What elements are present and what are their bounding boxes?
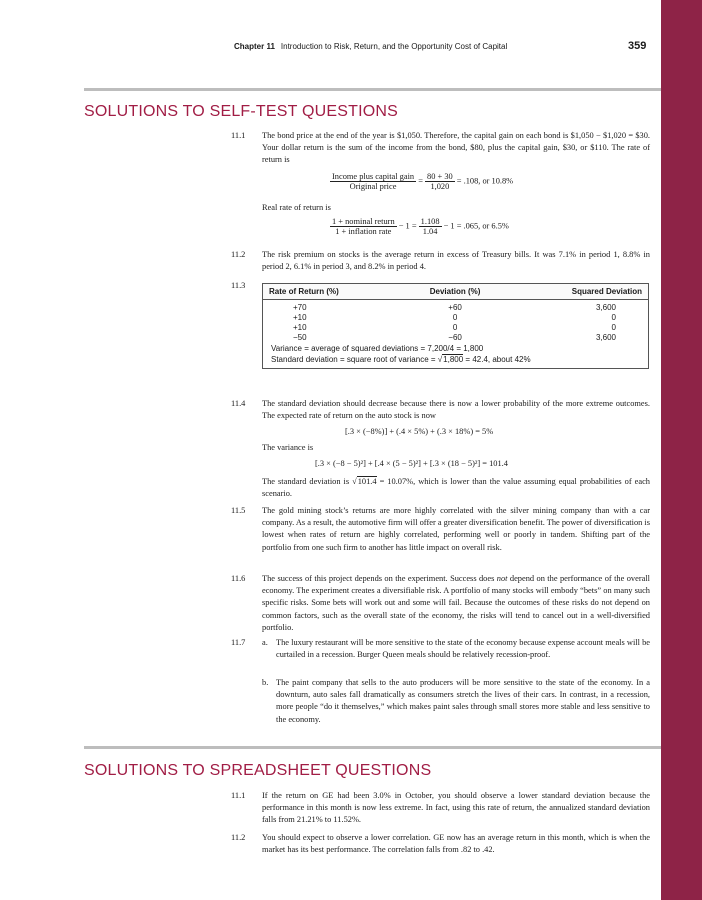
- table-cell: 0: [611, 323, 616, 332]
- table-cell: −50: [293, 333, 307, 342]
- fraction: $\frac{\text{1 + nominal return}}{\text{1 + inflation rate}}$: [332, 217, 395, 236]
- std-deviation-note: Standard deviation = square root of variance = √1,800 = 42.4, about 42%: [271, 354, 531, 364]
- fraction: $\frac{80 + 30}{1,020}$: [427, 172, 453, 191]
- variance-label: The variance is: [262, 443, 314, 452]
- deviation-table: [262, 283, 649, 369]
- table-row: [263, 323, 649, 333]
- spreadsheet-answer-11-1: If the return on GE had been 3.0% in October, you should observe a lower standard deviation because the performance in this month is now less extreme. In fact, using this rate of return, the annualized standard deviation falls from 21.21% to 11.52%.: [262, 791, 650, 825]
- table-cell: +10: [293, 323, 307, 332]
- chapter-title: [234, 42, 507, 51]
- spreadsheet-answer-11-2: You should expect to observe a lower correlation. GE now has an average return in this month, which is when the market has its best performance. The correlation falls from .82 to .42.: [262, 833, 650, 855]
- question-number: 11.7: [231, 638, 246, 647]
- chapter-name: Introduction to Risk, Return, and the Opportunity Cost of Capital: [280, 42, 508, 51]
- table-cell: 3,600: [595, 303, 616, 312]
- answer-11-1-text: The bond price at the end of the year is $1,050. Therefore, the capital gain on each bond is $1,050 − $1,020 = $30. Your dollar return is the sum of the income from the bond, $80, plus the capital gain, $30, or $110. The rate of return is: [262, 131, 650, 165]
- column-header: Deviation (%): [402, 284, 508, 300]
- chapter-label: Chapter 11: [234, 42, 275, 51]
- answer-11-5-text: The gold mining stock’s returns are more highly correlated with the silver mining company than with a car company. As a result, the automotive firm will offer a greater diversification benefit. The power of diversification is lowest when rates of return are highly correlated, performing well or poorly in tandem. Shifting part of the portfolio from one such firm to another has little impact on overall risk.: [262, 506, 650, 552]
- column-header: Squared Deviation: [508, 284, 648, 300]
- question-number: 11.1: [231, 131, 246, 140]
- answer-11-2-text: The risk premium on stocks is the average return in excess of Treasury bills. It was 7.1% in period 1, 8.8% in period 2, 6.1% in period 3, and 8.2% in period 4.: [262, 250, 650, 272]
- question-number: 11.2: [231, 833, 246, 842]
- sqrt-radicand: 101.4: [357, 477, 377, 486]
- table-cell: 0: [452, 313, 458, 322]
- section-rule: [84, 88, 661, 91]
- table-row: [263, 313, 649, 323]
- table-cell: 3,600: [595, 333, 616, 342]
- table-cell: +70: [293, 303, 307, 312]
- answer-11-7b-text: The paint company that sells to the auto producers will be more sensitive to the state of the economy. In a downturn, auto sales fall dramatically as consumers stretch the lives of their cars. In contrast, in a recession, more people “do it themselves,” which makes paint sales through small stores more stable and less sensitive to the economy.: [276, 678, 650, 724]
- equation-expected-return: [.3 × (−8%)] + (.4 × 5%) + (.3 × 18%) = 5%: [345, 427, 494, 436]
- table-cell: −60: [448, 333, 462, 342]
- equation-variance: [.3 × (−8 − 5)²] + [.4 × (5 − 5)²] + [.3 × (18 − 5)²] = 101.4: [315, 459, 508, 468]
- variance-note: Variance = average of squared deviations = 7,200/4 = 1,800: [271, 343, 484, 353]
- answer-11-4-text: The standard deviation should decrease because there is now a lower probability of the more extreme outcomes. The expected rate of return on the auto stock is now: [262, 399, 650, 421]
- item-label: a.: [262, 638, 268, 647]
- answer-11-6-text: The success of this project depends on the experiment. Success does not depend on the performance of the overall economy. The experiment creates a diversifiable risk. A portfolio of many stocks will embody “bets” on many such specific risks. Some bets will work out and some will fail. Because the outcomes of these risks do not depend on common factors, such as the overall state of the economy, the risks will tend to cancel out in a well-diversified portfolio.: [262, 574, 650, 632]
- question-number: 11.5: [231, 506, 246, 515]
- table-cell: 0: [452, 323, 458, 332]
- question-number: 11.1: [231, 791, 246, 800]
- section-rule: [84, 746, 661, 749]
- item-label: b.: [262, 678, 269, 687]
- question-number: 11.6: [231, 574, 246, 583]
- equation-return: $\frac{\text{Income plus capital gain}}{\text{Original price}}$ = $\frac{80 + 30}{1,020}$ = .108, or 10.8%: [332, 172, 514, 191]
- question-number: 11.2: [231, 250, 246, 259]
- table-cell: +60: [448, 303, 462, 312]
- table-cell: +10: [293, 313, 307, 322]
- page-side-bar: [661, 0, 702, 900]
- fraction: $\frac{\text{Income plus capital gain}}{\text{Original price}}$: [332, 172, 415, 191]
- sqrt-radicand: 1,800: [443, 354, 464, 364]
- question-number: 11.4: [231, 399, 246, 408]
- table-header-row: [263, 284, 649, 300]
- spreadsheet-heading: SOLUTIONS TO SPREADSHEET QUESTIONS: [84, 762, 432, 779]
- page-number: 359: [628, 40, 647, 52]
- table-cell: 0: [611, 313, 616, 322]
- equation-real-return: $\frac{\text{1 + nominal return}}{\text{1 + inflation rate}}$ − 1 = $\frac{1.108}{1.04}$ − 1 = .065, or 6.5%: [332, 217, 509, 236]
- fraction: $\frac{1.108}{1.04}$: [420, 217, 440, 236]
- column-header: Rate of Return (%): [263, 284, 402, 300]
- answer-11-7a-text: The luxury restaurant will be more sensitive to the state of the economy because expense account meals will be curtailed in a recession. Burger Queen meals should be relatively recession-proof.: [276, 638, 650, 660]
- question-number: 11.3: [231, 281, 246, 290]
- answer-11-4-std: The standard deviation is √101.4 = 10.07%, which is lower than the value assuming equal probabilities of each scenario.: [262, 477, 650, 499]
- table-row: [263, 333, 649, 343]
- real-rate-label: Real rate of return is: [262, 203, 331, 212]
- table-row: [263, 303, 649, 313]
- self-test-heading: SOLUTIONS TO SELF-TEST QUESTIONS: [84, 103, 399, 120]
